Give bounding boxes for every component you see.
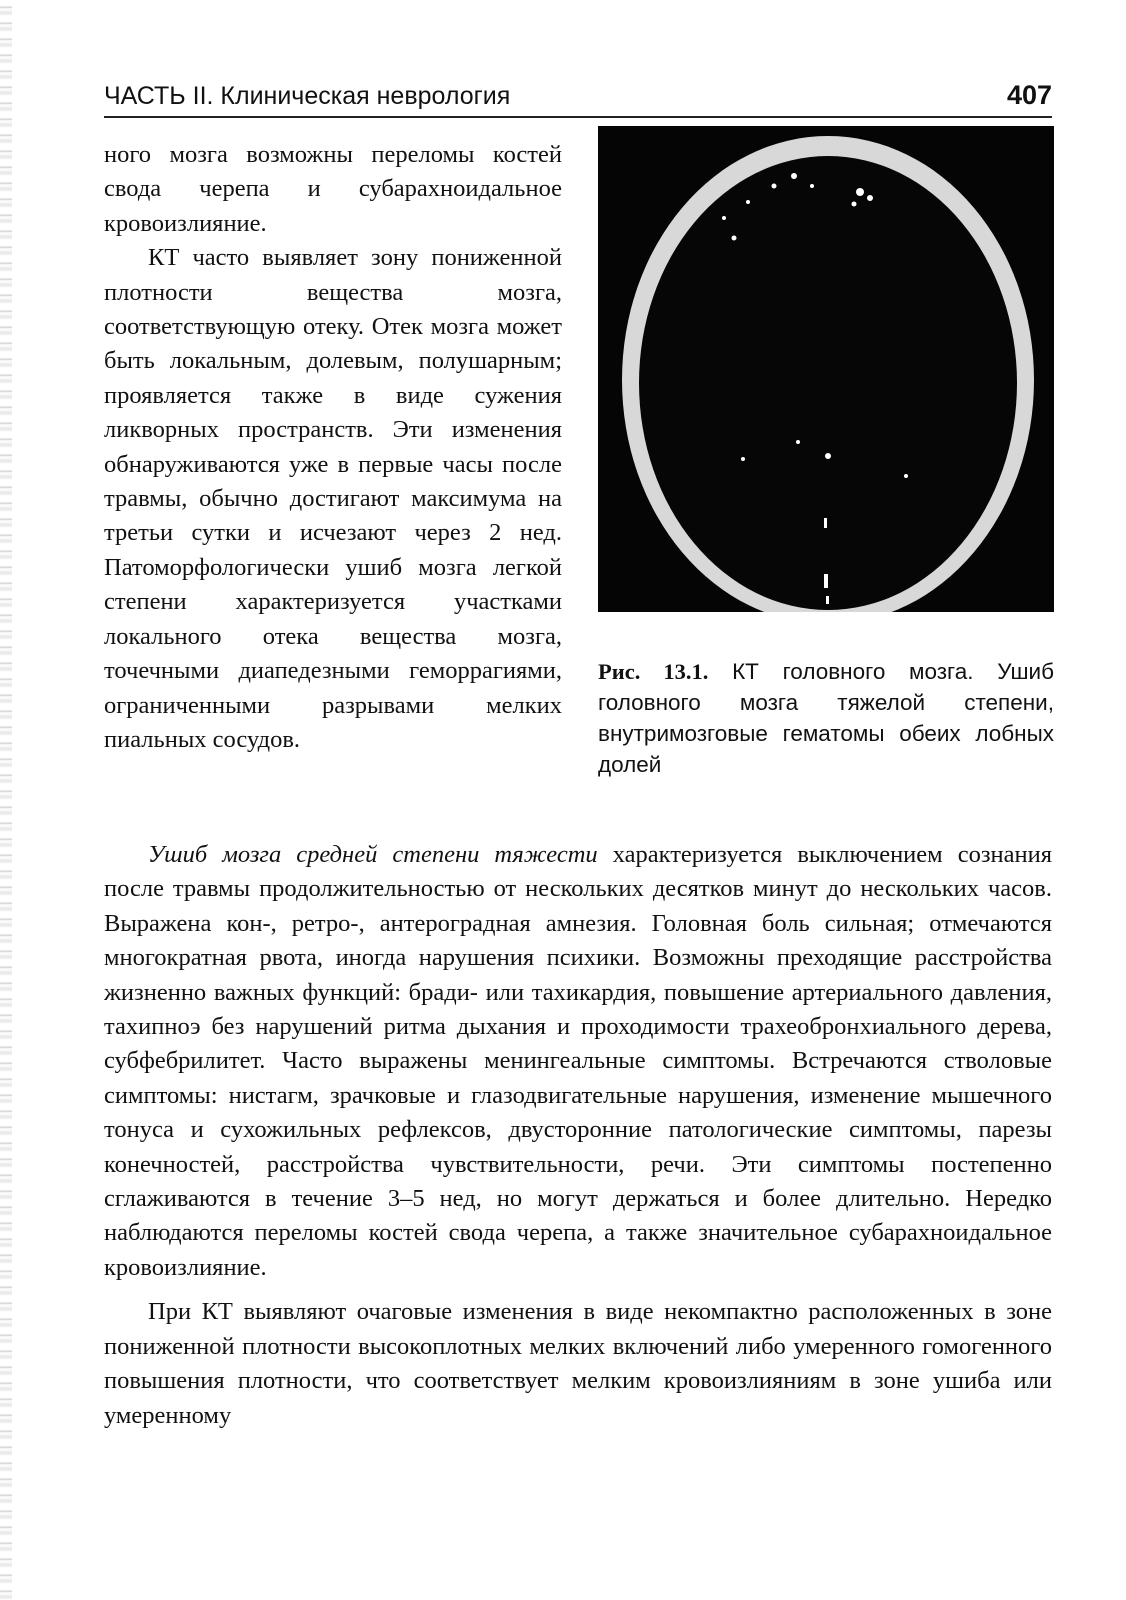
- section-title: ЧАСТЬ II. Клиническая неврология: [104, 82, 511, 110]
- figure-label: Рис. 13.1.: [598, 659, 709, 684]
- paragraph-ct-edema: КТ часто выявляет зону пониженной плотности вещества мозга, соответствующую отеку. Отек мозга может быть локальным, долевым, полушарным; проявляется также в виде сужения ликворных пространств. Эти изменения обнаруживаются уже в первые часы после травмы, обычно достигают максимума на третьи сутки и исчезают через 2 нед. Патоморфологически ушиб мозга легкой степени характеризуется участками локального отека вещества мозга, точечными диапедезными геморрагиями, ограниченными разрывами мелких пиальных сосудов.: [104, 244, 562, 753]
- figure-caption-text: КТ головного мозга. Ушиб головного мозга тяжелой степени, внутримозговые гематомы обеих лобных долей: [598, 659, 1054, 777]
- paragraph-ct-findings: При КТ выявляют очаговые изменения в виде некомпактно расположенных в зоне пониженной плотности высокоплотных мелких включений либо умеренного гомогенного повышения плотности, что соответствует мелким кровоизлияниям в зоне ушиба или умеренному: [104, 1298, 1052, 1429]
- main-text: [104, 838, 1052, 1433]
- ct-scan-figure: [598, 126, 1054, 624]
- paragraph-continuation: ного мозга возможны переломы костей свода черепа и субарахноидальное кровоизлияние.: [104, 141, 562, 237]
- term-moderate-contusion: Ушиб мозга средней степени тяжести: [148, 841, 598, 868]
- page-edge: [0, 0, 12, 1600]
- running-header: [104, 80, 1052, 118]
- paragraph-moderate-contusion: [104, 838, 1052, 1285]
- left-column-text: [104, 138, 562, 757]
- figure-caption: [598, 656, 1054, 780]
- paragraph-moderate-contusion-text: характеризуется выключением сознания после травмы продолжительностью от нескольких десятков минут до нескольких часов. Выражена кон-, ретро-, антероградная амнезия. Головная боль сильная; отмечаются многократная рвота, иногда нарушения психики. Возможны преходящие расстройства жизненно важных функций: бради- или тахикардия, повышение артериального давления, тахипноэ без нарушений ритма дыхания и проходимости трахеобронхиального дерева, субфебрилитет. Часто выражены менингеальные симптомы. Встречаются стволовые симптомы: нистагм, зрачковые и глазодвигательные нарушения, изменение мышечного тонуса и сухожильных рефлексов, двусторонние патологические симптомы, парезы конечностей, расстройства чувствительности, речи. Эти симптомы постепенно сглаживаются в течение 3–5 нед, но могут держаться и более длительно. Нередко наблюдаются переломы костей свода черепа, а также значительное субарахноидальное кровоизлияние.: [104, 841, 1053, 1281]
- ct-brain-image: [598, 126, 1054, 624]
- page-number: 407: [1006, 80, 1052, 110]
